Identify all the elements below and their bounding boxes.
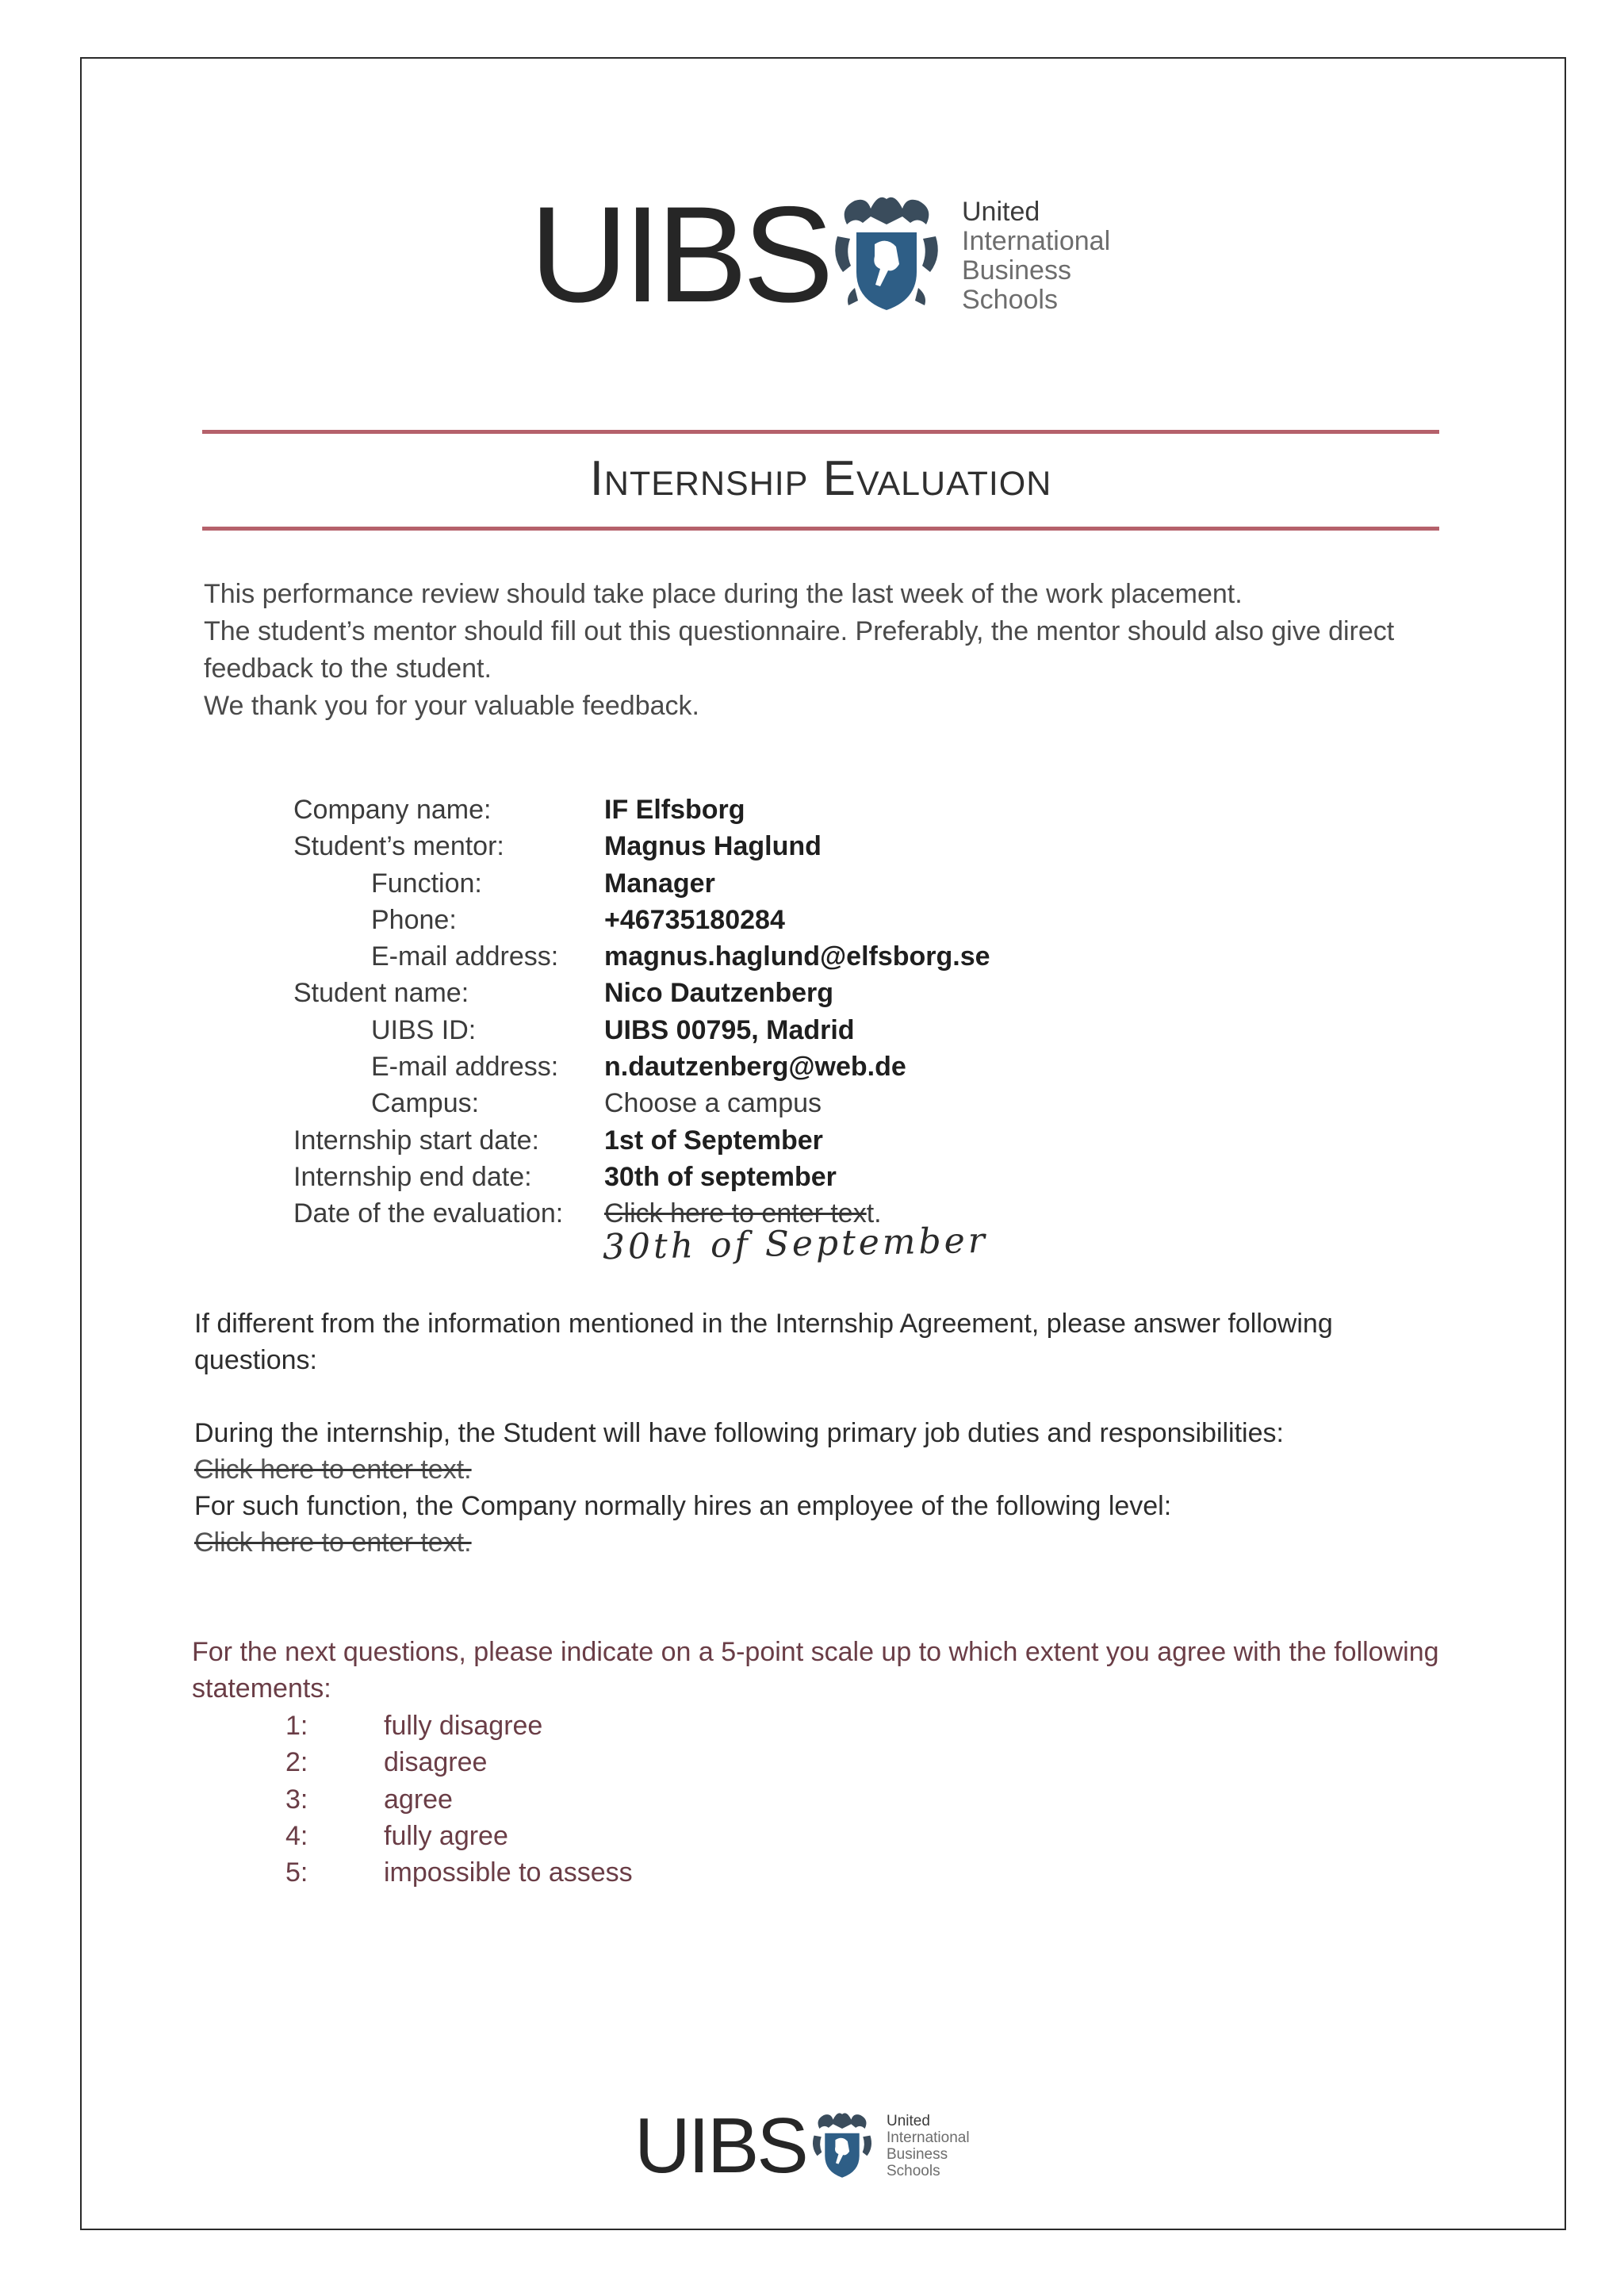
info-row-student (293, 975, 990, 1011)
crest-icon (831, 193, 942, 312)
scale-item (285, 1818, 633, 1854)
info-row-campus (293, 1085, 990, 1121)
duties-block (194, 1415, 1431, 1561)
function-field[interactable]: Manager (604, 868, 715, 899)
scale-item (285, 1781, 633, 1818)
duties-answer-field[interactable]: Click here to enter text. (194, 1455, 472, 1485)
if-different-text (194, 1305, 1431, 1378)
title-rule-bottom (202, 527, 1439, 531)
field-label: Date of the evaluation: (293, 1198, 564, 1229)
field-label: Internship end date: (293, 1161, 532, 1192)
tagline-line: International (962, 226, 1111, 256)
info-row-end (293, 1159, 990, 1195)
phone-field[interactable]: +46735180284 (604, 904, 785, 935)
logo-wordmark: UIBS (634, 2102, 806, 2189)
company-name-field[interactable]: IF Elfsborg (604, 795, 745, 825)
tagline-line: United (962, 197, 1040, 227)
level-answer-field[interactable]: Click here to enter text. (194, 1527, 472, 1558)
crest-icon (810, 2110, 874, 2179)
level-question: For such function, the Company normally hires an employee of the following level: (194, 1491, 1172, 1521)
field-label: Internship start date: (293, 1125, 539, 1156)
info-row-uibs-id (293, 1012, 990, 1048)
rating-scale-legend (285, 1708, 633, 1891)
scale-label: disagree (384, 1747, 488, 1778)
scale-item (285, 1708, 633, 1744)
scale-label: agree (384, 1784, 453, 1815)
logo-wordmark: UIBS (530, 178, 829, 331)
field-label: Student name: (293, 978, 469, 1009)
field-label: E-mail address: (371, 941, 559, 972)
info-row-mentor-email (293, 938, 990, 975)
info-table (293, 792, 990, 1232)
scale-number: 2: (285, 1747, 308, 1778)
uibs-id-field[interactable]: UIBS 00795, Madrid (604, 1014, 855, 1045)
scale-label: impossible to assess (384, 1857, 633, 1888)
mentor-name-field[interactable]: Magnus Haglund (604, 831, 822, 862)
intro-line: This performance review should take place during the last week of the work placement. (204, 579, 1243, 609)
intro-line: The student’s mentor should fill out this questionnaire. Preferably, the mentor should also give direct feedback to the student. (204, 616, 1395, 684)
field-label: UIBS ID: (371, 1014, 477, 1045)
duties-question: During the internship, the Student will have following primary job duties and responsibilities: (194, 1418, 1284, 1448)
field-label: Student’s mentor: (293, 831, 504, 862)
scale-number: 5: (285, 1857, 308, 1888)
tagline-line: United (887, 2113, 930, 2129)
scale-item (285, 1744, 633, 1780)
tagline-line: Business (887, 2146, 948, 2163)
struck-placeholder: Click here to enter tex (604, 1198, 867, 1229)
logo-tagline (887, 2113, 970, 2179)
page-title: Internship Evaluation (589, 451, 1052, 506)
tagline-line: Schools (887, 2163, 940, 2179)
mentor-email-field[interactable]: magnus.haglund@elfsborg.se (604, 941, 990, 972)
scale-label: fully agree (384, 1820, 508, 1851)
tagline-line: International (887, 2129, 970, 2146)
field-label: Campus: (371, 1088, 480, 1119)
info-row-mentor (293, 828, 990, 864)
title-rule-top (202, 430, 1439, 434)
scale-intro (192, 1634, 1445, 1707)
scale-number: 1: (285, 1711, 308, 1741)
tagline-line: Schools (962, 285, 1058, 315)
field-label: Company name: (293, 795, 492, 825)
tagline-line: Business (962, 255, 1071, 286)
info-row-phone (293, 902, 990, 938)
scale-item (285, 1854, 633, 1891)
field-label: Phone: (371, 904, 457, 935)
end-date-field[interactable]: 30th of september (604, 1161, 837, 1192)
scale-label: fully disagree (384, 1711, 543, 1741)
scale-number: 4: (285, 1820, 308, 1851)
start-date-field[interactable]: 1st of September (604, 1125, 823, 1156)
info-row-company (293, 792, 990, 828)
field-label: E-mail address: (371, 1052, 559, 1083)
logo-tagline (962, 197, 1110, 315)
info-row-start (293, 1122, 990, 1159)
info-row-student-email (293, 1048, 990, 1085)
placeholder-tail: t. (866, 1198, 882, 1229)
campus-select[interactable]: Choose a campus (604, 1088, 822, 1119)
intro-line: We thank you for your valuable feedback. (204, 691, 699, 721)
intro-text (204, 576, 1441, 725)
scale-number: 3: (285, 1784, 308, 1815)
if-different-line: If different from the information mentioned in the Internship Agreement, please answer following questions: (194, 1309, 1333, 1375)
info-row-function (293, 865, 990, 902)
field-label: Function: (371, 868, 482, 899)
handwritten-eval-date: 30th of September (602, 1220, 989, 1268)
student-name-field[interactable]: Nico Dautzenberg (604, 978, 834, 1009)
student-email-field[interactable]: n.dautzenberg@web.de (604, 1052, 906, 1083)
scale-intro-line: For the next questions, please indicate on a 5-point scale up to which extent you agree with the following statements: (192, 1637, 1439, 1704)
